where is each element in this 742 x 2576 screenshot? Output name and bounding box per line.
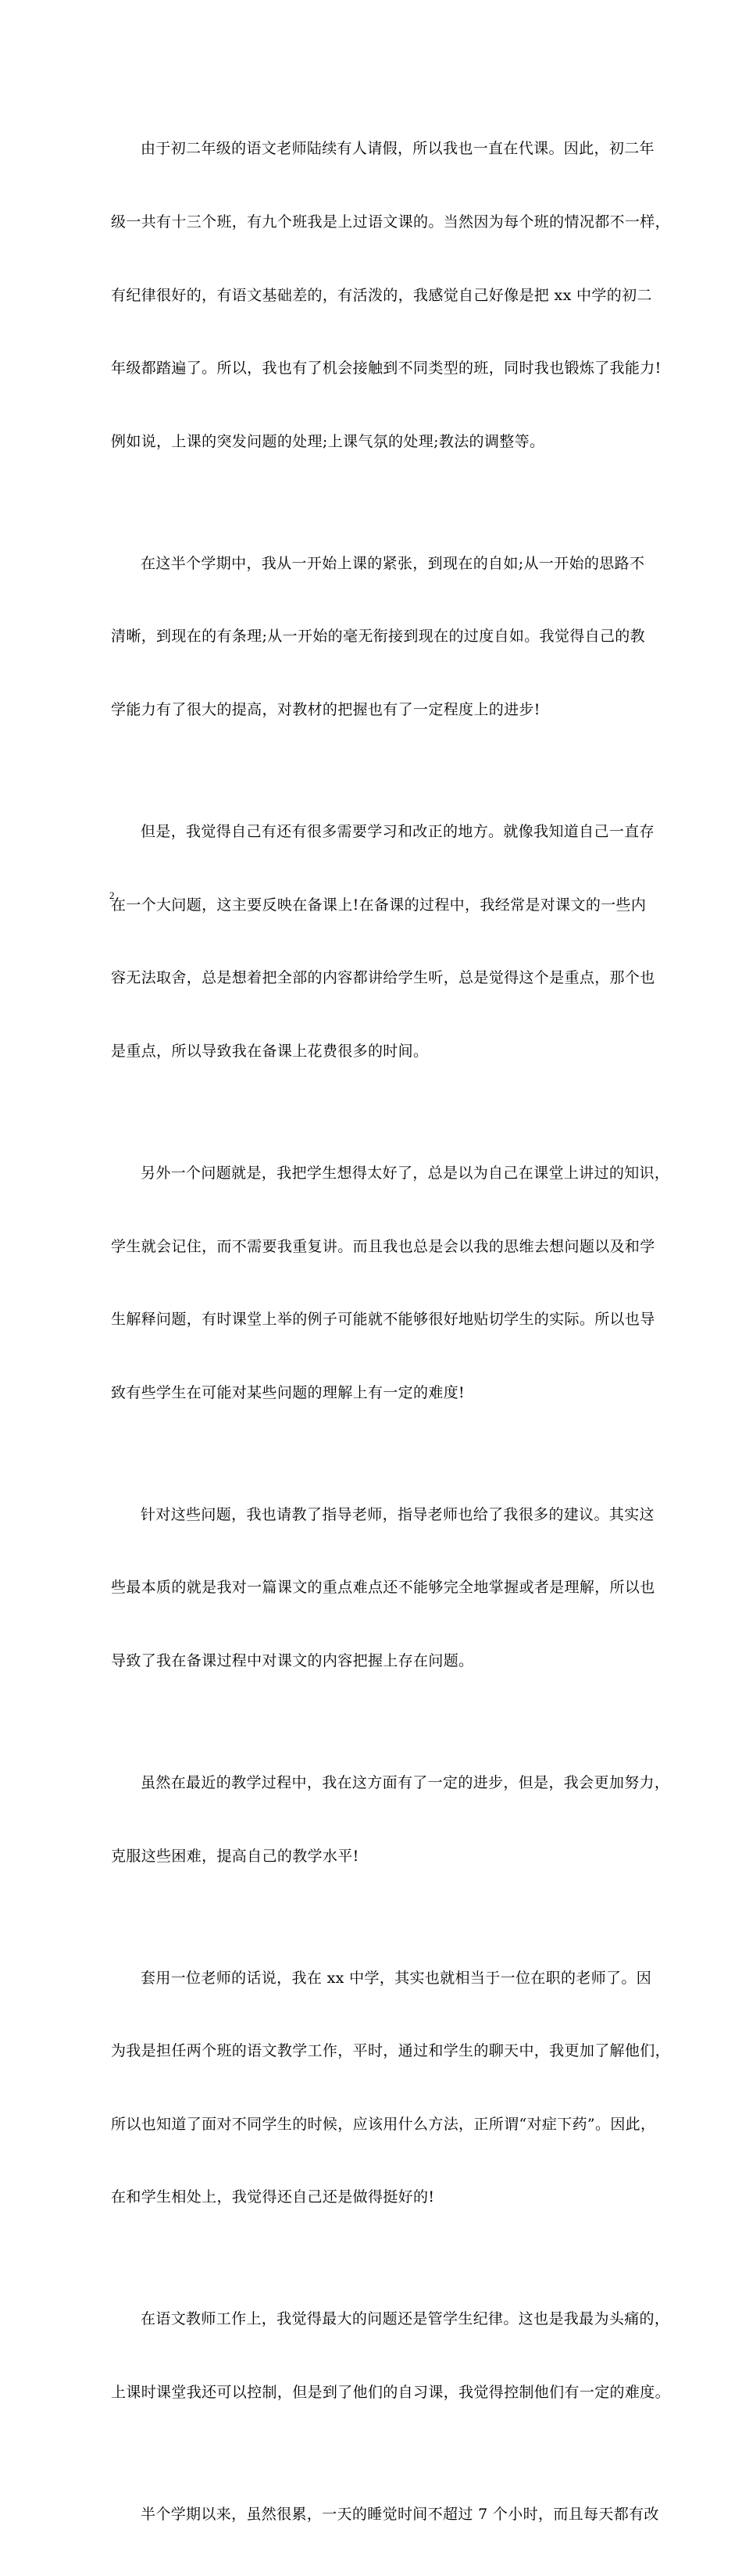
text-line: 在这半个学期中，我从一开始上课的紧张，到现在的自如;从一开始的思路不 (141, 554, 645, 572)
text-line: 年级都踏遍了。所以，我也有了机会接触到不同类型的班，同时我也锻炼了我能力! (111, 360, 662, 377)
text-line: 针对这些问题，我也请教了指导老师，指导老师也给了我很多的建议。其实这 (141, 1505, 655, 1523)
text-line: 半个学期以来，虽然很累，一天的睡觉时间不超过 7 个小时，而且每天都有改 (141, 2506, 659, 2524)
text-line: 克服这些困难，提高自己的教学水平! (111, 1847, 359, 1865)
text-line: 在一个大问题，这主要反映在备课上!在备课的过程中，我经常是对课文的一些内 (111, 896, 647, 914)
text-line: 生解释问题，有时课堂上举的例子可能就不能够很好地贴切学生的实际。所以也导 (111, 1311, 655, 1329)
paragraph (111, 1917, 670, 2259)
text-line: 导致了我在备课过程中对课文的内容把握上存在问题。 (111, 1652, 474, 1669)
text-line: 在语文教师工作上，我觉得最大的问题还是管学生纪律。这也是我最为头痛的， (141, 2310, 670, 2328)
paragraph (111, 2259, 670, 2454)
text-line: 例如说，上课的突发问题的处理;上课气氛的处理;教法的调整等。 (111, 432, 545, 450)
paragraph (111, 503, 646, 771)
text-line: 另外一个问题就是，我把学生想得太好了，总是以为自己在课堂上讲过的知识， (141, 1164, 670, 1182)
text-line: 容无法取舍，总是想着把全部的内容都讲给学生听，总是觉得这个是重点，那个也 (111, 969, 655, 987)
text-line: 上课时课堂我还可以控制，但是到了他们的自习课，我觉得控制他们有一定的难度。 (111, 2384, 670, 2402)
text-line: 级一共有十三个班，有九个班我是上过语文课的。当然因为每个班的情况都不一样， (111, 213, 670, 231)
paragraph (111, 1723, 670, 1918)
text-line: 虽然在最近的教学过程中，我在这方面有了一定的进步，但是，我会更加努力， (141, 1774, 670, 1792)
text-line: 所以也知道了面对不同学生的时候，应该用什么方法，正所谓“对症下药”。因此， (111, 2115, 656, 2133)
paragraph (111, 1113, 670, 1454)
text-line: 套用一位老师的话说，我在 xx 中学，其实也就相当于一位在职的老师了。因 (141, 1969, 652, 1987)
paragraph (111, 2454, 659, 2576)
text-line: 在和学生相处上，我觉得还自己还是做得挺好的! (111, 2188, 435, 2206)
page-number: 2 (109, 889, 115, 901)
text-line: 由于初二年级的语文老师陆续有人请假，所以我也一直在代课。因此，初二年 (141, 140, 655, 158)
text-line: 致有些学生在可能对某些问题的理解上有一定的难度! (111, 1383, 466, 1401)
text-line: 为我是担任两个班的语文教学工作，平时，通过和学生的聊天中，我更加了解他们， (111, 2042, 670, 2060)
text-line: 学生就会记住，而不需要我重复讲。而且我也总是会以我的思维去想问题以及和学 (111, 1237, 655, 1255)
paragraph (111, 1454, 655, 1722)
paragraph (111, 771, 655, 1113)
text-line: 但是，我觉得自己有还有很多需要学习和改正的地方。就像我知道自己一直存 (141, 823, 655, 841)
text-line: 学能力有了很大的提高，对教材的把握也有了一定程度上的进步! (111, 701, 540, 719)
paragraph (111, 88, 670, 503)
text-line: 是重点，所以导致我在备课上花费很多的时间。 (111, 1042, 429, 1060)
text-line: 清晰，到现在的有条理;从一开始的毫无衔接到现在的过度自如。我觉得自己的教 (111, 628, 646, 646)
text-line: 些最本质的就是我对一篇课文的重点难点还不能够完全地掌握或者是理解，所以也 (111, 1579, 655, 1597)
text-line: 有纪律很好的，有语文基础差的，有活泼的，我感觉自己好像是把 xx 中学的初二 (111, 286, 652, 304)
document-body (111, 88, 670, 2576)
